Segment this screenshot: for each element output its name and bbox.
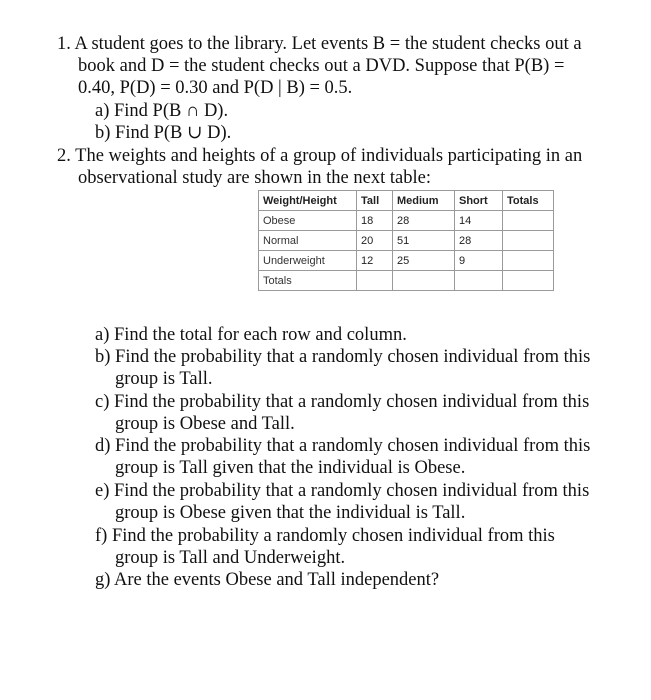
q1-text-line-2: book and D = the student checks out a DVD. Suppose that P(B) = [78,56,565,76]
q1-text-line-3: 0.40, P(D) = 0.30 and P(D | B) = 0.5. [78,78,353,98]
table-cell: 9 [455,251,503,271]
weight-height-table [258,190,554,291]
table-row [259,271,554,291]
q2-part-f-line-2: group is Tall and Underweight. [115,548,346,568]
table-cell: 20 [357,231,393,251]
q2-part-c-line-1: c) Find the probability that a randomly chosen individual from this [95,392,590,412]
table-row [259,211,554,231]
q2-text-line-1: 2. The weights and heights of a group of individuals participating in an [57,146,583,166]
q2-part-e-line-1: e) Find the probability that a randomly chosen individual from this [95,481,590,501]
table-cell [393,271,455,291]
table-cell: 25 [393,251,455,271]
q1-part-b: b) Find P(B ∪ D). [95,123,232,143]
q2-text-line-2: observational study are shown in the next table: [78,168,431,188]
q2-part-f-line-1: f) Find the probability a randomly chosen individual from this [95,526,555,546]
q2-part-c-line-2: group is Obese and Tall. [115,414,295,434]
q2-part-a: a) Find the total for each row and column. [95,325,407,345]
table-row [259,231,554,251]
table-cell [503,211,554,231]
q2-part-d-line-1: d) Find the probability that a randomly chosen individual from this [95,436,591,456]
table-header-cell: Tall [357,191,393,211]
table-row [259,251,554,271]
table-header-cell: Medium [393,191,455,211]
q2-part-g: g) Are the events Obese and Tall independent? [95,570,440,590]
table-header-cell: Short [455,191,503,211]
table-header-cell: Totals [503,191,554,211]
table-cell: 28 [393,211,455,231]
table-cell: 12 [357,251,393,271]
table-row-label: Underweight [259,251,357,271]
table-row-label: Totals [259,271,357,291]
q2-part-b-line-1: b) Find the probability that a randomly chosen individual from this [95,347,591,367]
table-cell: 51 [393,231,455,251]
table-cell: 28 [455,231,503,251]
table-header-row [259,191,554,211]
q2-part-b-line-2: group is Tall. [115,369,213,389]
table-cell [357,271,393,291]
table-cell: 18 [357,211,393,231]
table-cell: 14 [455,211,503,231]
table-cell [503,231,554,251]
table-cell [455,271,503,291]
q2-part-d-line-2: group is Tall given that the individual is Obese. [115,458,466,478]
table-row-label: Normal [259,231,357,251]
q1-text-line-1: 1. A student goes to the library. Let events B = the student checks out a [57,34,582,54]
table-header-cell: Weight/Height [259,191,357,211]
table-cell [503,251,554,271]
table-row-label: Obese [259,211,357,231]
table-cell [503,271,554,291]
q2-part-e-line-2: group is Obese given that the individual is Tall. [115,503,466,523]
q1-part-a: a) Find P(B ∩ D). [95,101,229,121]
